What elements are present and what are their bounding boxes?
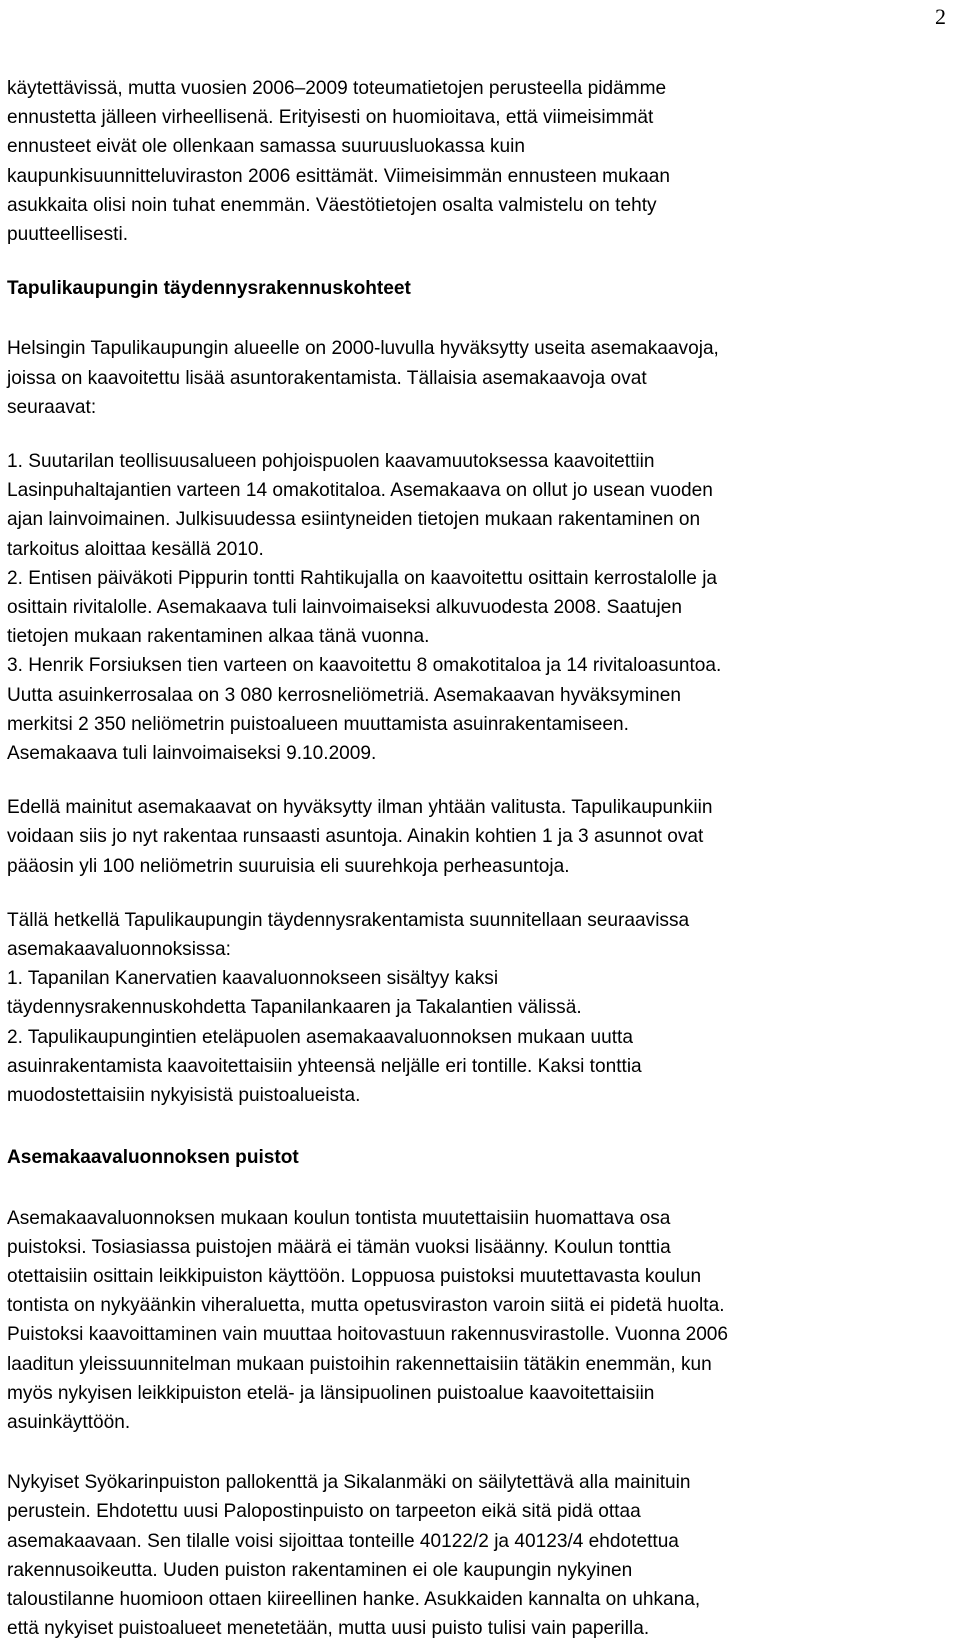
- text-line: asuinkäyttöön.: [7, 1411, 131, 1433]
- text-line: kaupunkisuunnitteluviraston 2006 esittämät. Viimeisimmän ennusteen mukaan: [7, 165, 671, 187]
- text-line: Nykyiset Syökarinpuiston pallokenttä ja Sikalanmäki on säilytettävä alla mainituin: [7, 1472, 691, 1494]
- text-line: ennusteet eivät ole ollenkaan samassa suuruusluokassa kuin: [7, 136, 525, 158]
- list-line: 1. Suutarilan teollisuusalueen pohjoispuolen kaavamuutoksessa kaavoitettiin: [7, 451, 655, 473]
- list-line: ajan lainvoimainen. Julkisuudessa esiintyneiden tietojen mukaan rakentaminen on: [7, 509, 701, 531]
- list-line: Asemakaava tuli lainvoimaiseksi 9.10.2009.: [7, 743, 377, 765]
- section-heading: Tapulikaupungin täydennysrakennuskohteet: [7, 278, 411, 300]
- text-line: laaditun yleissuunnitelman mukaan puistoihin rakennettaisiin tätäkin enemmän, kun: [7, 1353, 712, 1375]
- list-line: merkitsi 2 350 neliömetrin puistoalueen muuttamista asuinrakentamiseen.: [7, 713, 629, 735]
- text-line: Tällä hetkellä Tapulikaupungin täydennysrakentamista suunnitellaan seuraavissa: [7, 909, 690, 931]
- list-line: Lasinpuhaltajantien varteen 14 omakotitaloa. Asemakaava on ollut jo usean vuoden: [7, 480, 713, 502]
- section1-intro: [7, 334, 957, 422]
- text-line: seuraavat:: [7, 396, 97, 418]
- text-line: että nykyiset puistoalueet menetetään, mutta uusi puisto tulisi vain paperilla.: [7, 1618, 650, 1640]
- text-line: täydennysrakennuskohdetta Tapanilankaaren ja Takalantien välissä.: [7, 997, 582, 1019]
- list-line: 3. Henrik Forsiuksen tien varteen on kaavoitettu 8 omakotitaloa ja 14 rivitaloasuntoa.: [7, 655, 722, 677]
- text-line: käytettävissä, mutta vuosien 2006–2009 toteumatietojen perusteella pidämme: [7, 78, 667, 99]
- text-line: asemakaavaan. Sen tilalle voisi sijoittaa tonteille 40122/2 ja 40123/4 ehdotettua: [7, 1530, 679, 1552]
- text-line: taloustilanne huomioon ottaen kiireellinen hanke. Asukkaiden kannalta on uhkana,: [7, 1588, 701, 1610]
- approved-plans-list: [7, 447, 957, 768]
- text-line: ennustetta jälleen virheellisenä. Erityisesti on huomioitava, että viimeisimmät: [7, 107, 654, 129]
- section2-paragraph-2: [7, 1468, 957, 1643]
- text-line: pääosin yli 100 neliömetrin suuruisia eli suurehkoja perheasuntoja.: [7, 855, 570, 877]
- section-heading: Asemakaavaluonnoksen puistot: [7, 1147, 299, 1169]
- section2-paragraph-1: [7, 1204, 957, 1438]
- list-line: 2. Entisen päiväkoti Pippurin tontti Rahtikujalla on kaavoitettu osittain kerrostalolle ja: [7, 567, 718, 589]
- list-line: tarkoitus aloittaa kesällä 2010.: [7, 538, 264, 560]
- text-line: 2. Tapulikaupungintien eteläpuolen asemakaavaluonnoksen mukaan uutta: [7, 1026, 633, 1048]
- list-line: tietojen mukaan rakentaminen alkaa tänä vuonna.: [7, 626, 430, 648]
- text-line: Edellä mainitut asemakaavat on hyväksytty ilman yhtään valitusta. Tapulikaupunkiin: [7, 797, 713, 819]
- document-body: [7, 74, 957, 1643]
- text-line: puistoksi. Tosiasiassa puistojen määrä ei tämän vuoksi lisäänny. Koulun tonttia: [7, 1236, 671, 1258]
- text-line: puutteellisesti.: [7, 224, 128, 246]
- text-line: Helsingin Tapulikaupungin alueelle on 2000-luvulla hyväksytty useita asemakaavoja,: [7, 338, 719, 360]
- text-line: Puistoksi kaavoittaminen vain muuttaa hoitovastuun rakennusvirastolle. Vuonna 2006: [7, 1324, 729, 1346]
- text-line: otettaisiin osittain leikkipuiston käyttöön. Loppuosa puistoksi muutettavasta koulun: [7, 1265, 702, 1287]
- page-number: 2: [935, 4, 946, 29]
- list-line: osittain rivitalolle. Asemakaava tuli lainvoimaiseksi alkuvuodesta 2008. Saatujen: [7, 597, 683, 619]
- text-line: perustein. Ehdotettu uusi Palopostinpuisto on tarpeeton eikä sitä pidä ottaa: [7, 1501, 641, 1523]
- section1-paragraph-3: [7, 906, 957, 1110]
- text-line: 1. Tapanilan Kanervatien kaavaluonnokseen sisältyy kaksi: [7, 968, 499, 990]
- text-line: Asemakaavaluonnoksen mukaan koulun tontista muutettaisiin huomattava osa: [7, 1207, 671, 1229]
- text-line: tontista on nykyäänkin viheraluetta, mutta opetusviraston varoin siitä ei pidetä huolta.: [7, 1295, 725, 1317]
- text-line: asuinrakentamista kaavoitettaisiin yhteensä neljälle eri tontille. Kaksi tonttia: [7, 1055, 642, 1077]
- list-line: Uutta asuinkerrosalaa on 3 080 kerrosneliömetriä. Asemakaavan hyväksyminen: [7, 684, 681, 706]
- text-line: muodostettaisiin nykyisistä puistoalueista.: [7, 1085, 361, 1107]
- text-line: asemakaavaluonnoksissa:: [7, 939, 231, 961]
- text-line: voidaan siis jo nyt rakentaa runsaasti asuntoja. Ainakin kohtien 1 ja 3 asunnot ovat: [7, 826, 704, 848]
- text-line: joissa on kaavoitettu lisää asuntorakentamista. Tällaisia asemakaavoja ovat: [7, 367, 647, 389]
- text-line: rakennusoikeutta. Uuden puiston rakentaminen ei ole kaupungin nykyinen: [7, 1559, 633, 1581]
- text-line: asukkaita olisi noin tuhat enemmän. Väestötietojen osalta valmistelu on tehty: [7, 194, 657, 216]
- text-line: myös nykyisen leikkipuiston etelä- ja länsipuolinen puistoalue kaavoitettaisiin: [7, 1382, 655, 1404]
- section1-paragraph-2: [7, 793, 957, 881]
- intro-paragraph: [7, 74, 957, 249]
